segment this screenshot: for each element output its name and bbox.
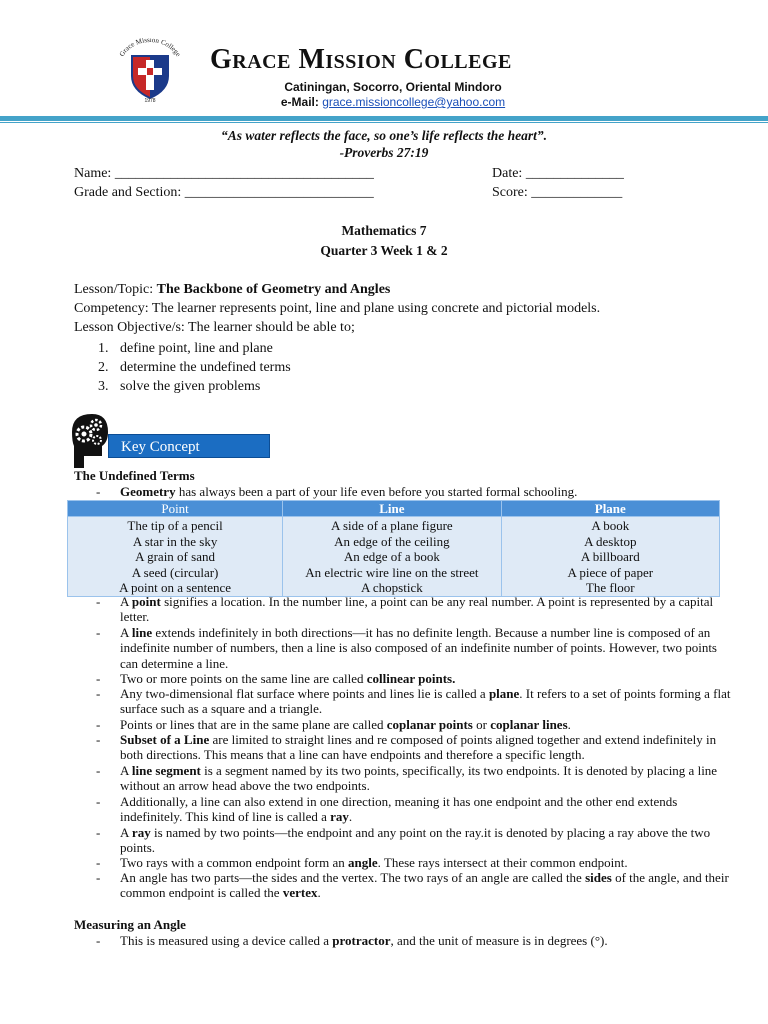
bullet-dash: - <box>96 794 101 809</box>
list-number: 1. <box>98 341 109 356</box>
college-email-line <box>0 95 768 109</box>
bullet-text: Additionally, a line can also extend in one direction, meaning it has one endpoint and the other end extends indefinitely. This kind of line is called a <box>120 794 678 825</box>
lesson-topic-label: Lesson/Topic: <box>74 282 157 297</box>
undefined-terms-table <box>67 500 720 597</box>
bullet-text: are limited to straight lines and re composed of points aligned together and extend indefinitely in both directions. This means that a line can have endpoints and therefore a specific length. <box>120 732 717 763</box>
undefined-terms-heading: The Undefined Terms <box>74 468 195 483</box>
one-direction-bullet <box>96 794 736 825</box>
table-cell: A billboard <box>501 549 719 565</box>
bold-term: angle <box>348 855 378 870</box>
table-cell: A seed (circular) <box>68 565 283 581</box>
list-text: define point, line and plane <box>120 341 273 356</box>
table-row <box>68 534 720 550</box>
bullet-text: A <box>120 763 132 778</box>
bullet-text: is a segment named by its two points, specifically, its two endpoints. It is denoted by placing a line without an arrow head above the two endpoints. <box>120 763 718 794</box>
table-cell: A grain of sand <box>68 549 283 565</box>
measuring-angle-heading: Measuring an Angle <box>74 917 186 932</box>
bold-term: Subset of a Line <box>120 732 210 747</box>
point-bullet <box>96 594 736 625</box>
bold-term: sides <box>585 870 612 885</box>
bold-term: Geometry <box>120 484 176 499</box>
table-cell: A book <box>501 517 719 534</box>
bold-term: plane <box>488 686 520 701</box>
table-row <box>68 517 720 534</box>
quote-source: -Proverbs 27:19 <box>339 145 429 160</box>
table-cell: An edge of a book <box>283 549 501 565</box>
bold-term: line <box>131 625 153 640</box>
protractor-bullet <box>96 933 736 948</box>
list-number: 3. <box>98 379 109 394</box>
bullet-dash: - <box>96 732 101 747</box>
lesson-objective-intro: Lesson Objective/s: The learner should be able to; <box>74 320 355 335</box>
table-cell: A side of a plane figure <box>283 517 501 534</box>
bullet-dash: - <box>96 686 101 701</box>
bullet-text: This is measured using a device called a <box>120 933 333 948</box>
column-header-point: Point <box>68 501 283 517</box>
lesson-topic <box>74 282 390 298</box>
table-cell: A desktop <box>501 534 719 550</box>
list-text: solve the given problems <box>120 379 261 394</box>
bold-term: line segment <box>131 763 201 778</box>
subject-title: Mathematics 7 <box>341 223 427 238</box>
bold-term: protractor <box>332 933 391 948</box>
table-header-row <box>68 501 720 517</box>
objective-list <box>98 339 291 396</box>
name-field[interactable]: Name: _____________________________________ <box>74 166 374 181</box>
geometry-bullet <box>96 484 736 499</box>
bullet-text: signifies a location. In the number line, a point can be any real number. A point is represented by a capital letter. <box>120 594 714 625</box>
line-bullet <box>96 625 736 671</box>
table-row <box>68 565 720 581</box>
date-field[interactable]: Date: ______________ <box>492 166 624 181</box>
header-rule-thick <box>0 116 768 121</box>
table-cell: A piece of paper <box>501 565 719 581</box>
table-row <box>68 549 720 565</box>
bullet-dash: - <box>96 870 101 885</box>
bold-term: ray <box>330 809 349 825</box>
table-cell: A point on a sentence <box>68 580 283 596</box>
plane-bullet <box>96 686 736 717</box>
bullet-dash: - <box>96 825 101 840</box>
subject-period: Quarter 3 Week 1 & 2 <box>320 243 448 258</box>
bold-term: coplanar lines <box>490 717 568 732</box>
svg-text:Grace Mission College <box>118 38 182 58</box>
bullet-dash: - <box>96 625 101 640</box>
seal-year: 1978 <box>144 98 156 104</box>
email-label: e-Mail: <box>280 95 323 109</box>
line-segment-bullet <box>96 763 736 794</box>
bible-quote <box>0 128 768 161</box>
angle-parts-bullet <box>96 870 736 901</box>
seal-text: Grace Mission College <box>117 38 183 58</box>
bullet-dash: - <box>96 484 101 499</box>
coplanar-bullet <box>96 717 736 732</box>
college-name: Grace Mission College <box>210 44 512 75</box>
bullet-text: A <box>120 625 132 640</box>
table-cell: The floor <box>501 580 719 596</box>
bullet-text: . These rays intersect at their common endpoint. <box>377 855 628 870</box>
quote-text: “As water reflects the face, so one’s life reflects the heart”. <box>221 128 547 143</box>
list-text: determine the undefined terms <box>120 360 291 375</box>
subset-of-line-bullet <box>96 732 736 763</box>
list-number: 2. <box>98 360 109 375</box>
angle-bullet <box>96 855 736 870</box>
bullet-text: A <box>120 594 132 609</box>
bullet-dash: - <box>96 855 101 870</box>
bullet-text: Any two-dimensional flat surface where points and lines lie is called a <box>120 686 489 701</box>
key-concept-banner: Key Concept <box>108 434 270 458</box>
bullet-text: is named by two points—the endpoint and any point on the ray.it is denoted by placing a ray above the two points. <box>120 825 711 856</box>
header-rule-thin <box>0 122 768 123</box>
bullet-dash: - <box>96 763 101 778</box>
table-cell: A star in the sky <box>68 534 283 550</box>
collinear-bullet <box>96 671 736 686</box>
bullet-text: extends indefinitely in both directions—it has no definite length. Because a number line is composed of an indefinite number of numbers, then a line is also composed of an indefinite number of points. However, two points can determine a line. <box>120 625 717 671</box>
table-cell: An edge of the ceiling <box>283 534 501 550</box>
bullet-text: . <box>348 809 353 825</box>
bullet-text: . <box>317 885 321 901</box>
bullet-dash: - <box>96 671 101 686</box>
ray-bullet <box>96 825 736 856</box>
bullet-text: of the angle, and their common endpoint is called the <box>120 870 729 901</box>
score-field[interactable]: Score: _____________ <box>492 185 623 200</box>
bold-term: collinear points. <box>366 671 456 686</box>
lesson-topic-title: The Backbone of Geometry and Angles <box>156 282 391 297</box>
table-cell: A chopstick <box>283 580 501 596</box>
email-link[interactable]: grace.missioncollege@yahoo.com <box>322 95 506 109</box>
bold-term: coplanar points <box>386 717 473 732</box>
bold-term: vertex <box>282 885 318 901</box>
bold-term: point <box>131 594 161 609</box>
column-header-plane: Plane <box>501 501 719 517</box>
gears-head-icon <box>68 412 110 470</box>
bullet-dash: - <box>96 933 101 948</box>
list-item <box>98 339 291 358</box>
bullet-text: or <box>472 717 491 732</box>
list-item <box>98 377 291 396</box>
college-address: Catiningan, Socorro, Oriental Mindoro <box>284 80 502 94</box>
bullet-text: Two or more points on the same line are called <box>120 671 367 686</box>
column-header-line: Line <box>283 501 501 517</box>
grade-section-field[interactable]: Grade and Section: ___________________________ <box>74 185 374 200</box>
bullet-dash: - <box>96 717 101 732</box>
bullet-text: . <box>567 717 571 732</box>
bullet-text: , and the unit of measure is in degrees (°). <box>390 933 608 948</box>
bold-term: ray <box>131 825 151 840</box>
bullet-text: has always been a part of your life even before you started formal schooling. <box>175 484 578 499</box>
lesson-competency: Competency: The learner represents point, line and plane using concrete and pictorial models. <box>74 301 601 316</box>
bullet-dash: - <box>96 594 101 609</box>
bullet-text: An angle has two parts—the sides and the vertex. The two rays of an angle are called the <box>120 870 586 885</box>
bullet-text: . It refers to a set of points forming a flat surface such as a square and a triangle. <box>120 686 731 717</box>
list-item <box>98 358 291 377</box>
table-cell: An electric wire line on the street <box>283 565 501 581</box>
bullet-text: Points or lines that are in the same plane are called <box>120 717 387 732</box>
table-cell: The tip of a pencil <box>68 517 283 534</box>
bullet-text: A <box>120 825 132 840</box>
bullet-text: Two rays with a common endpoint form an <box>120 855 348 870</box>
